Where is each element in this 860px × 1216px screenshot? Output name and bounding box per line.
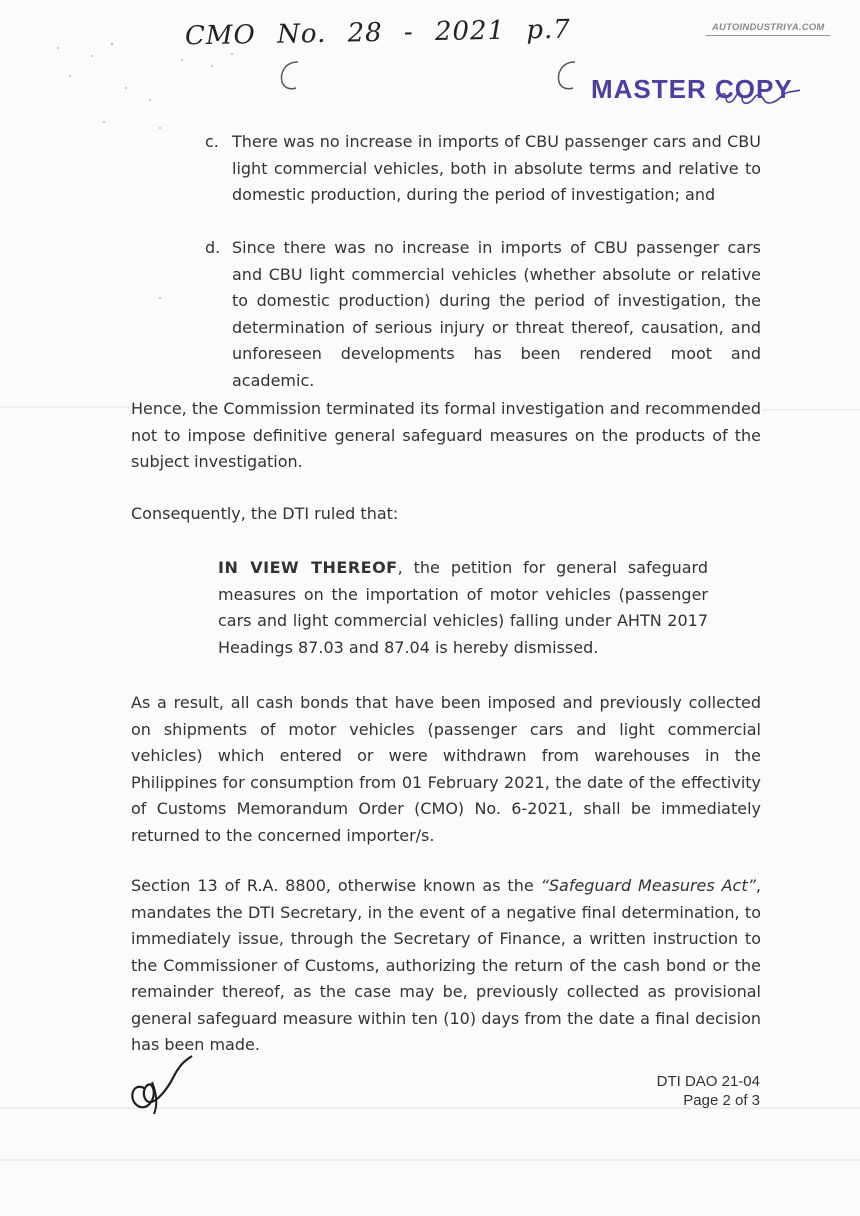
paragraph-section-13 xyxy=(131,873,761,1059)
watermark-text: AUTOINDUSTRIYA.COM xyxy=(712,22,825,33)
paragraph-hence: Hence, the Commission terminated its formal investigation and recommended not to impose definitive general safeguard measures on the products of the subject investigation. xyxy=(131,399,761,471)
list-item-text: Since there was no increase in imports of CBU passenger cars and CBU light commercial vehicles (whether absolute or relative to domestic production) during the period of investigation, the determination of serious injury or threat thereof, causation, and unforeseen developments has been rendered moot and academic. xyxy=(232,238,761,390)
page-current: 2 xyxy=(722,1092,731,1109)
signature-initials xyxy=(122,1052,196,1118)
list-item-c xyxy=(205,129,761,209)
master-copy-stamp: MASTER COPY xyxy=(591,74,793,104)
footer-page-number xyxy=(600,1091,760,1110)
page-suffix: of 3 xyxy=(730,1092,760,1109)
handwritten-reference: CMO No. 28 - 2021 p.7 xyxy=(184,14,572,52)
punch-hole-right xyxy=(553,58,583,92)
list-item-marker: d. xyxy=(205,238,221,257)
page-prefix: Page xyxy=(683,1092,723,1109)
section-text-rest: , mandates the DTI Secretary, in the event of a negative final determination, to immediately issue, through the Secretary of Finance, a written instruction to the Commissioner of Customs, authorizing the return of the cash bond or the remainder thereof, as the case may be, previously collected as provisional general safeguard measure within ten (10) days from the date a final decision has been made. xyxy=(131,876,762,1054)
footer-doc-ref: DTI DAO 21-04 xyxy=(656,1073,760,1090)
list-item-text: There was no increase in imports of CBU passenger cars and CBU light commercial vehicles, both in absolute terms and relative to domestic production, during the period of investigation; and xyxy=(232,132,761,204)
watermark-underline xyxy=(706,35,830,36)
section-text-lead: Section 13 of R.A. 8800, otherwise known as the xyxy=(131,876,541,895)
page-footer xyxy=(600,1072,760,1110)
stamp-initials xyxy=(712,84,804,110)
list-item-d xyxy=(205,235,761,394)
block-quote-ruling xyxy=(218,555,708,661)
punch-hole-left xyxy=(276,58,306,92)
ruling-text: , the petition for general safeguard measures on the importation of motor vehicles (passenger cars and light commercial vehicles) falling under AHTN 2017 Headings 87.03 and 87.04 is hereby dismissed. xyxy=(218,558,709,657)
paragraph-result: As a result, all cash bonds that have been imposed and previously collected on shipments of motor vehicles (passenger cars and light commercial vehicles) which entered or were withdrawn from warehouses in the Philippines for consumption from 01 February 2021, the date of the effectivity of Customs Memorandum Order (CMO) No. 6-2021, shall be immediately returned to the concerned importer/s. xyxy=(131,693,761,845)
ruling-lead: IN VIEW THEREOF xyxy=(218,558,398,577)
list-item-marker: c. xyxy=(205,132,219,151)
paragraph-consequently: Consequently, the DTI ruled that: xyxy=(131,504,399,523)
act-title: “Safeguard Measures Act” xyxy=(540,876,756,895)
